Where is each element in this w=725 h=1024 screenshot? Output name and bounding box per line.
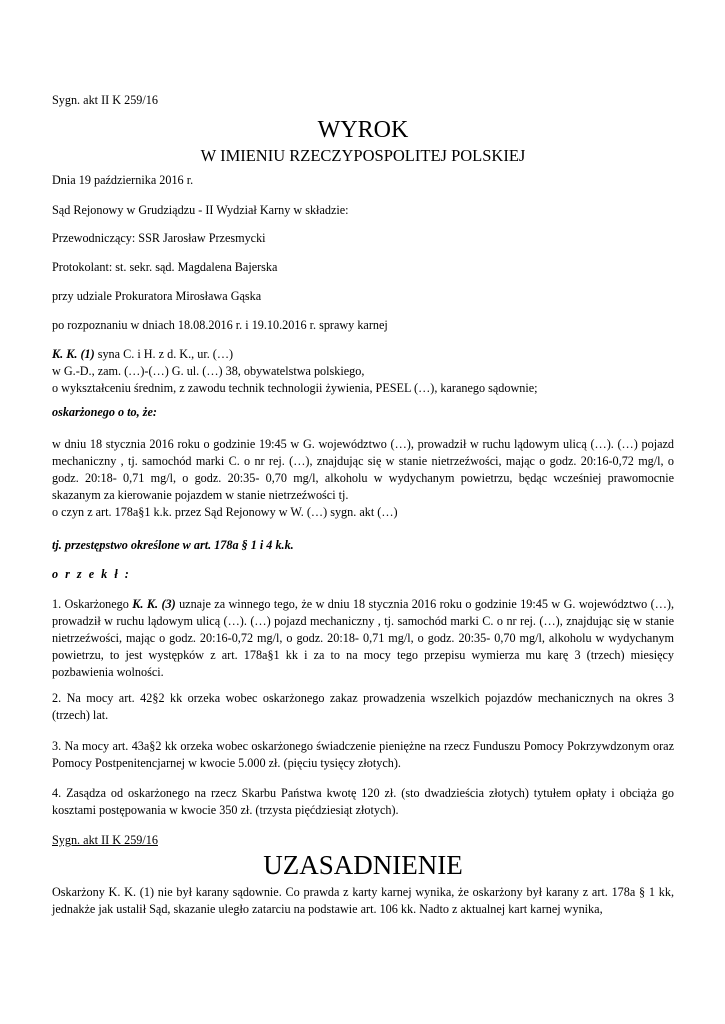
hearing-dates: po rozpoznaniu w dniach 18.08.2016 r. i 19.10.2016 r. sprawy karnej — [52, 318, 388, 332]
defendant-line-1 — [52, 346, 674, 363]
case-signature-top: Sygn. akt II K 259/16 — [52, 93, 158, 107]
charge-heading: oskarżonego o to, że: — [52, 405, 157, 419]
justification-text: Oskarżony K. K. (1) nie był karany sądownie. Co prawda z karty karnej wynika, że oskarżony był karany z art. 178a § 1 kk, jednakże jak ustalił Sąd, skazanie uległo zatarciu na podstawie art. 106 kk. Nadto z aktualnej kart karnej wynika, — [52, 885, 674, 916]
verdict-item-1 — [52, 596, 674, 681]
verdict-item-4: 4. Zasądza od oskarżonego na rzecz Skarbu Państwa kwotę 120 zł. (sto dwadzieścia złotych) tytułem opłaty i obciąża go kosztami postępowania w kwocie 350 zł. (trzysta pięćdziesiąt złotych). — [52, 786, 674, 817]
defendant-address: w G.-D., zam. (…)-(…) G. ul. (…) 38, obywatelstwa polskiego, — [52, 364, 365, 378]
legal-qualification: tj. przestępstwo określone w art. 178a § 1 i 4 k.k. — [52, 538, 294, 552]
defendant-name: K. K. (1) — [52, 347, 95, 361]
verdict-item-3: 3. Na mocy art. 43a§2 kk orzeka wobec oskarżonego świadczenie pieniężne na rzecz Funduszu Pomocy Pokrzywdzonym oraz Pomocy Postpenitencjarnej w kwocie 5.000 zł. (pięciu tysięcy złotych). — [52, 739, 674, 770]
presiding-judge: Przewodniczący: SSR Jarosław Przesmycki — [52, 231, 266, 245]
verdict-heading: o r z e k ł : — [52, 567, 131, 581]
verdict-item-1-prefix: 1. Oskarżonego — [52, 597, 133, 611]
verdict-subtitle: W IMIENIU RZECZYPOSPOLITEJ POLSKIEJ — [200, 146, 526, 165]
verdict-item-1-text: uznaje za winnego tego, że w dniu 18 stycznia 2016 roku o godzinie 19:45 w G. województwo (…), prowadził w ruchu lądowym ulicą (…). (…) pojazd mechaniczny , tj. samochód marki C. o nr rej. (…), znajdując się w stanie nietrzeźwości, mając o godz. 20:16-0,72 mg/l, o godz. 20:18- 0,71 mg/l, o godz. 20:35- 0,70 mg/l, alkoholu w wydychanym powietrzu, to jest występków z art. 178a§1 kk i za to na mocy tego przepisu wymierza mu karę 3 (trzech) miesięcy pozbawienia wolności. — [52, 597, 674, 679]
case-signature-justification: Sygn. akt II K 259/16 — [52, 833, 158, 847]
defendant-block — [52, 346, 674, 397]
verdict-date: Dnia 19 października 2016 r. — [52, 173, 194, 187]
prosecutor: przy udziale Prokuratora Mirosława Gąska — [52, 289, 262, 303]
court-recorder: Protokolant: st. sekr. sąd. Magdalena Bajerska — [52, 260, 278, 274]
charge-text: w dniu 18 stycznia 2016 roku o godzinie 19:45 w G. województwo (…), prowadził w ruchu lądowym ulicą (…). (…) pojazd mechaniczny , tj. samochód marki C. o nr rej. (…), znajdując się w stanie nietrzeźwości, mając o godz. 20:16-0,72 mg/l, o godz. 20:18- 0,71 mg/l, o godz. 20:35- 0,70 mg/l, alkoholu w wydychanym powietrzu, będąc wcześniej prawomocnie skazanym za kierowanie pojazdem w stanie nietrzeźwości tj. — [52, 437, 674, 502]
court-composition: Sąd Rejonowy w Grudziądzu - II Wydział Karny w składzie: — [52, 203, 349, 217]
justification-title: UZASADNIENIE — [263, 850, 463, 880]
defendant-details: o wykształceniu średnim, z zawodu technik technologii żywienia, PESEL (…), karanego sądownie; — [52, 381, 538, 395]
verdict-title: WYROK — [317, 117, 409, 143]
charge-previous-conviction: o czyn z art. 178a§1 k.k. przez Sąd Rejonowy w W. (…) sygn. akt (…) — [52, 505, 398, 519]
defendant-parents: syna C. i H. z d. K., ur. (…) — [94, 347, 234, 361]
charge-description — [52, 436, 674, 521]
verdict-item-2: 2. Na mocy art. 42§2 kk orzeka wobec oskarżonego zakaz prowadzenia wszelkich pojazdów mechanicznych na okres 3 (trzech) lat. — [52, 691, 674, 722]
verdict-item-1-defendant: K. K. (3) — [132, 597, 176, 611]
